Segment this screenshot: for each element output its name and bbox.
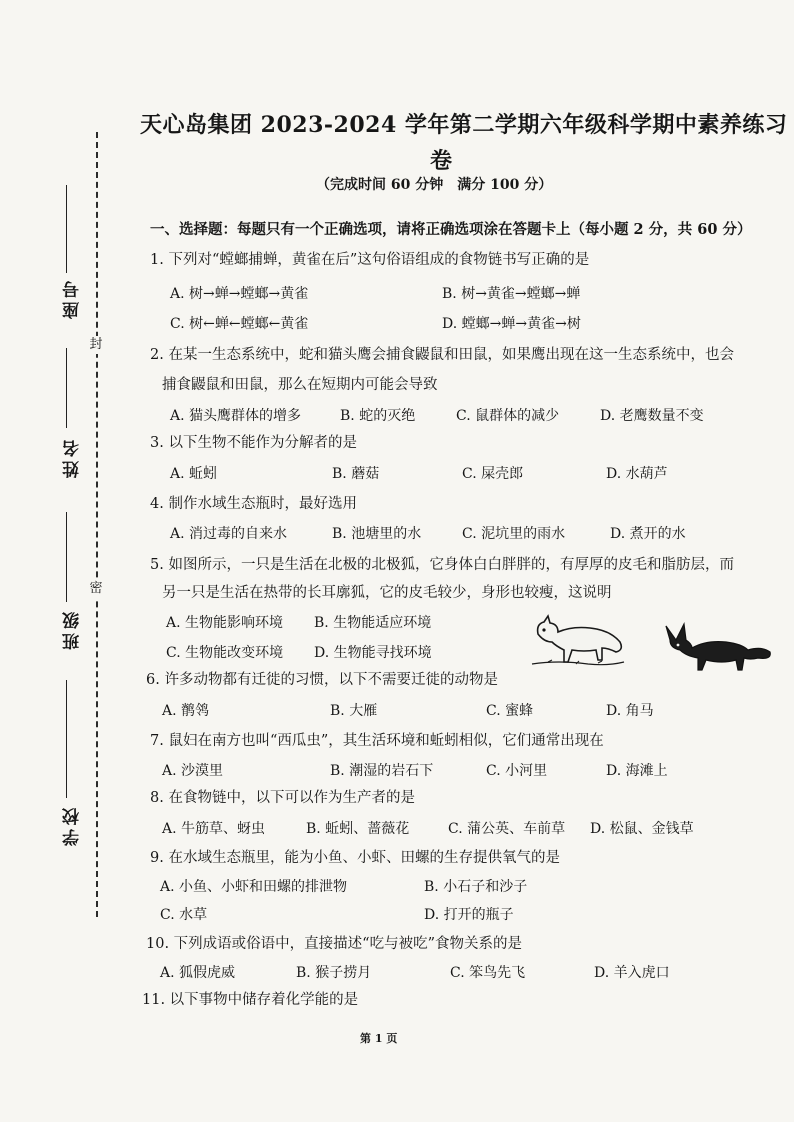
- question-11: 11. 以下事物中储存着化学能的是: [142, 992, 359, 1008]
- section-heading: 一、选择题：每题只有一个正确选项，请将正确选项涂在答题卡上（每小题 2 分，共 60 分）: [150, 221, 752, 238]
- q7-option-a: A. 沙漠里: [162, 763, 224, 779]
- q3-option-d: D. 水葫芦: [606, 466, 668, 482]
- class-blank: [66, 512, 67, 602]
- q5-option-d: D. 生物能寻找环境: [314, 645, 432, 661]
- question-10: 10. 下列成语或俗语中，直接描述“吃与被吃”食物关系的是: [146, 936, 522, 952]
- question-5: 5. 如图所示，一只是生活在北极的北极狐，它身体白白胖胖的，有厚厚的皮毛和脂肪层，而: [150, 557, 734, 573]
- exam-title: 天心岛集团 2023-2024 学年第二学期六年级科学期中素养练习: [140, 112, 788, 138]
- seat-number-label: 座号: [63, 277, 83, 319]
- q8-option-c: C. 蒲公英、车前草: [448, 821, 566, 837]
- q10-option-a: A. 狐假虎威: [160, 965, 236, 981]
- name-blank: [66, 348, 67, 428]
- binding-dashed-line: [96, 132, 98, 917]
- q9-option-b: B. 小石子和沙子: [424, 879, 528, 895]
- q1-option-b: B. 树→黄雀→螳螂→蝉: [442, 286, 581, 302]
- q4-option-d: D. 煮开的水: [610, 526, 686, 542]
- question-2: 2. 在某一生态系统中，蛇和猫头鹰会捕食鼹鼠和田鼠，如果鹰出现在这一生态系统中，也会: [150, 347, 734, 363]
- school-label: 学校: [63, 804, 83, 846]
- field-name: [38, 348, 83, 498]
- q1-option-c: C. 树←蝉←螳螂←黄雀: [170, 316, 309, 332]
- q9-option-d: D. 打开的瓶子: [424, 907, 514, 923]
- q1-option-a: A. 树→蝉→螳螂→黄雀: [170, 286, 309, 302]
- question-7: 7. 鼠妇在南方也叫“西瓜虫”，其生活环境和蚯蚓相似，它们通常出现在: [150, 733, 604, 749]
- question-5-line2: 另一只是生活在热带的长耳廓狐，它的皮毛较少，身形也较瘦，这说明: [162, 585, 612, 601]
- field-school: [38, 680, 83, 850]
- q9-option-c: C. 水草: [160, 907, 208, 923]
- q6-option-b: B. 大雁: [330, 703, 378, 719]
- q3-option-a: A. 蚯蚓: [170, 466, 218, 482]
- question-4: 4. 制作水域生态瓶时，最好选用: [150, 496, 357, 512]
- q7-option-c: C. 小河里: [486, 763, 548, 779]
- q4-option-b: B. 池塘里的水: [332, 526, 422, 542]
- exam-title-continued: 卷: [430, 148, 453, 174]
- q5-option-c: C. 生物能改变环境: [166, 645, 284, 661]
- q6-option-c: C. 蜜蜂: [486, 703, 534, 719]
- q4-option-a: A. 消过毒的自来水: [170, 526, 288, 542]
- school-blank: [66, 680, 67, 798]
- q8-option-a: A. 牛筋草、蚜虫: [162, 821, 266, 837]
- name-label: 姓名: [63, 436, 83, 478]
- q4-option-c: C. 泥坑里的雨水: [462, 526, 566, 542]
- question-6: 6. 许多动物都有迁徙的习惯，以下不需要迁徙的动物是: [146, 672, 498, 688]
- arctic-fox-image: [528, 612, 628, 668]
- q5-option-b: B. 生物能适应环境: [314, 615, 432, 631]
- class-label: 班级: [63, 608, 83, 650]
- q2-option-b: B. 蛇的灭绝: [340, 408, 416, 424]
- q3-option-b: B. 蘑菇: [332, 466, 380, 482]
- seal-mark-middle: 密: [89, 581, 103, 596]
- q8-option-d: D. 松鼠、金钱草: [590, 821, 694, 837]
- q2-option-a: A. 猫头鹰群体的增多: [170, 408, 302, 424]
- seal-mark-top: 封: [89, 337, 103, 352]
- q5-option-a: A. 生物能影响环境: [166, 615, 284, 631]
- q6-option-a: A. 鹡鸰: [162, 703, 210, 719]
- fennec-fox-image: [662, 620, 774, 672]
- q2-option-c: C. 鼠群体的减少: [456, 408, 560, 424]
- question-2-line2: 捕食鼹鼠和田鼠，那么在短期内可能会导致: [162, 377, 438, 393]
- page-number: 第 1 页: [360, 1032, 398, 1045]
- exam-subtitle: （完成时间 60 分钟 满分 100 分）: [316, 177, 553, 193]
- seat-number-blank: [66, 185, 67, 273]
- q10-option-d: D. 羊入虎口: [594, 965, 670, 981]
- question-1: 1. 下列对“螳螂捕蝉，黄雀在后”这句俗语组成的食物链书写正确的是: [150, 252, 590, 268]
- q9-option-a: A. 小鱼、小虾和田螺的排泄物: [160, 879, 348, 895]
- question-3: 3. 以下生物不能作为分解者的是: [150, 435, 357, 451]
- q6-option-d: D. 角马: [606, 703, 654, 719]
- q3-option-c: C. 屎壳郎: [462, 466, 524, 482]
- field-seat-number: [38, 185, 83, 325]
- q8-option-b: B. 蚯蚓、蔷薇花: [306, 821, 410, 837]
- q7-option-d: D. 海滩上: [606, 763, 668, 779]
- field-class: [38, 512, 83, 662]
- q7-option-b: B. 潮湿的岩石下: [330, 763, 434, 779]
- question-8: 8. 在食物链中，以下可以作为生产者的是: [150, 790, 415, 806]
- q10-option-b: B. 猴子捞月: [296, 965, 372, 981]
- q2-option-d: D. 老鹰数量不变: [600, 408, 704, 424]
- q10-option-c: C. 笨鸟先飞: [450, 965, 526, 981]
- question-9: 9. 在水域生态瓶里，能为小鱼、小虾、田螺的生存提供氧气的是: [150, 850, 560, 866]
- q1-option-d: D. 螳螂→蝉→黄雀→树: [442, 316, 581, 332]
